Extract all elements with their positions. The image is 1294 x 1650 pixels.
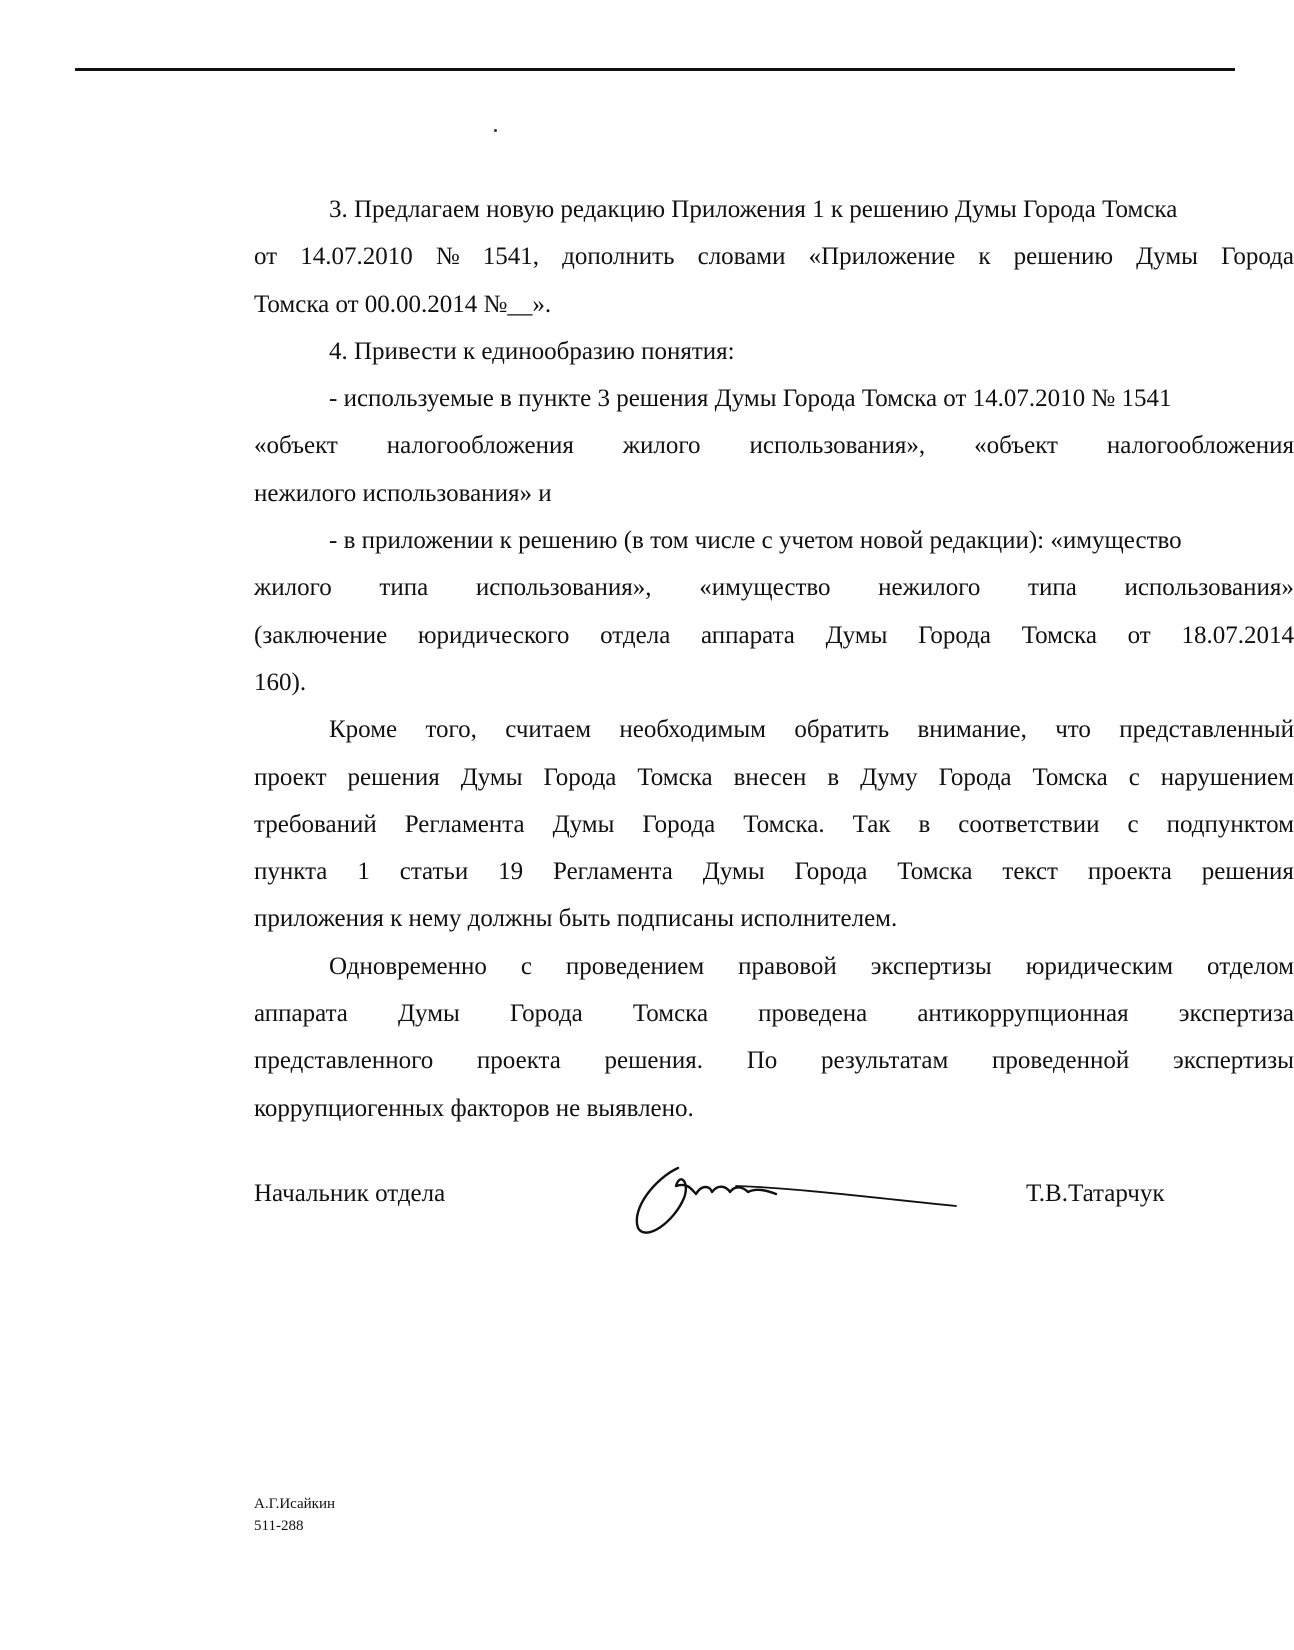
word: нарушением (1160, 763, 1294, 791)
word: использования» (1124, 574, 1294, 602)
word: Томска. (743, 810, 825, 838)
word: Города (1221, 243, 1294, 271)
text-line: - используемые в пункте 3 решения Думы Города Томска от 14.07.2010 № 1541 (329, 385, 1172, 413)
word: Думы (1136, 243, 1198, 271)
word: Томска (1032, 763, 1108, 791)
word: 1541, (482, 243, 540, 271)
word: юридическим (1025, 952, 1174, 980)
word: Города (509, 1000, 583, 1028)
word: нежилого (878, 574, 981, 602)
word: пункта (254, 858, 328, 886)
scan-speck (494, 129, 497, 132)
word: антикоррупционная (917, 1000, 1129, 1028)
word: к (978, 243, 991, 271)
word: проект (254, 763, 327, 791)
word: того, (425, 716, 477, 744)
body-text (254, 186, 1294, 1132)
word: Думу (860, 763, 918, 791)
signature-block (254, 1160, 1254, 1240)
word: решения. (604, 1047, 703, 1075)
word: решению (1013, 243, 1114, 271)
word: налогообложения (386, 432, 574, 460)
text-line (254, 706, 1294, 753)
text-line: приложения к нему должны быть подписаны исполнителем. (254, 905, 898, 933)
word: экспертиза (1178, 1000, 1294, 1028)
word: жилого (254, 574, 332, 602)
word: экспертизы (870, 952, 992, 980)
word: 1 (357, 858, 370, 886)
word: типа (1028, 574, 1077, 602)
word: (заключение (254, 621, 388, 649)
text-line (254, 1037, 1294, 1084)
word: отделом (1207, 952, 1294, 980)
word: проекта (1087, 858, 1172, 886)
text-line (254, 612, 1294, 659)
text-line: коррупциогенных факторов не выявлено. (254, 1094, 694, 1122)
word: аппарата (254, 1000, 348, 1028)
word: «имущество (699, 574, 831, 602)
word: представленный (1119, 716, 1294, 744)
word: Думы (552, 810, 615, 838)
word: внесен (733, 763, 807, 791)
text-line: - в приложении к решению (в том числе с учетом новой редакции): «имущество (329, 527, 1182, 555)
word: жилого (622, 432, 701, 460)
text-line (254, 990, 1294, 1037)
word: решения (347, 763, 440, 791)
word: текст (1002, 858, 1058, 886)
word: проведением (565, 952, 705, 980)
word: в (827, 763, 840, 791)
text-line: 4. Привести к единообразию понятия: (329, 337, 735, 365)
paragraph (254, 186, 1294, 328)
word: «объект (254, 432, 338, 460)
text-line (254, 801, 1294, 848)
word: подпунктом (1166, 810, 1294, 838)
word: обратить (794, 716, 890, 744)
word: соответствии (958, 810, 1100, 838)
paragraph (254, 943, 1294, 1132)
word: Думы (460, 763, 523, 791)
word: от (254, 243, 278, 271)
word: Города (938, 763, 1012, 791)
paragraph (254, 706, 1294, 942)
word: что (1055, 716, 1091, 744)
word: использования», (749, 432, 926, 460)
text-line (254, 233, 1294, 280)
word: Томска (637, 763, 713, 791)
word: требований (254, 810, 377, 838)
word: внимание, (917, 716, 1027, 744)
text-line (254, 943, 1294, 990)
word: дополнить (562, 243, 675, 271)
text-line (254, 422, 1294, 469)
word: Думы (397, 1000, 460, 1028)
text-line: Томска от 00.00.2014 №__». (254, 290, 552, 318)
word: экспертизы (1172, 1047, 1294, 1075)
executor-phone: 511-288 (254, 1518, 304, 1534)
word: Города (642, 810, 716, 838)
word: № (435, 243, 460, 271)
word: отдела (600, 621, 671, 649)
word: По (746, 1047, 778, 1075)
word: с (1127, 810, 1139, 838)
word: результатам (820, 1047, 949, 1075)
word: проведена (758, 1000, 868, 1028)
word: Города (543, 763, 617, 791)
word: Одновременно (329, 952, 487, 980)
word: 18.07.2014 (1181, 621, 1294, 649)
word: Так (852, 810, 891, 838)
word: Кроме (329, 716, 398, 744)
word: в (918, 810, 931, 838)
word: решения (1201, 858, 1294, 886)
signatory-name: Т.В.Татарчук (1026, 1180, 1165, 1207)
word: «объект (974, 432, 1058, 460)
word: «Приложение (808, 243, 956, 271)
text-line (254, 848, 1294, 895)
paragraph (254, 375, 1294, 517)
word: статьи (399, 858, 469, 886)
word: Города (918, 621, 992, 649)
executor-block (254, 1493, 335, 1537)
paragraph (254, 517, 1294, 706)
word: считаем (505, 716, 592, 744)
top-rule (75, 68, 1235, 71)
word: представленного (254, 1047, 434, 1075)
word: с (520, 952, 532, 980)
paragraph (254, 328, 1294, 375)
word: 19 (498, 858, 524, 886)
word: проекта (476, 1047, 561, 1075)
word: юридического (417, 621, 570, 649)
word: необходимым (619, 716, 766, 744)
word: проведенной (992, 1047, 1130, 1075)
word: от (1127, 621, 1151, 649)
word: Думы (825, 621, 888, 649)
text-line: 160). (254, 668, 307, 696)
word: правовой (738, 952, 837, 980)
word: Томска (897, 858, 973, 886)
word: 14.07.2010 (300, 243, 413, 271)
word: использования», (475, 574, 652, 602)
word: налогообложения (1106, 432, 1294, 460)
word: Города (794, 858, 868, 886)
signature-role: Начальник отдела (254, 1180, 446, 1207)
word: типа (379, 574, 429, 602)
handwritten-signature-icon (626, 1160, 956, 1240)
executor-name: А.Г.Исайкин (254, 1496, 336, 1512)
word: с (1128, 763, 1140, 791)
word: Томска (1021, 621, 1097, 649)
word: Думы (702, 858, 765, 886)
word: словами (697, 243, 786, 271)
text-line: 3. Предлагаем новую редакцию Приложения 1 к решению Думы Города Томска (329, 196, 1178, 223)
word: Томска (632, 1000, 709, 1028)
word: Регламента (404, 810, 525, 838)
word: Регламента (553, 858, 673, 886)
word: аппарата (701, 621, 795, 649)
text-line: нежилого использования» и (254, 479, 552, 507)
text-line (254, 754, 1294, 801)
text-line (254, 564, 1294, 611)
